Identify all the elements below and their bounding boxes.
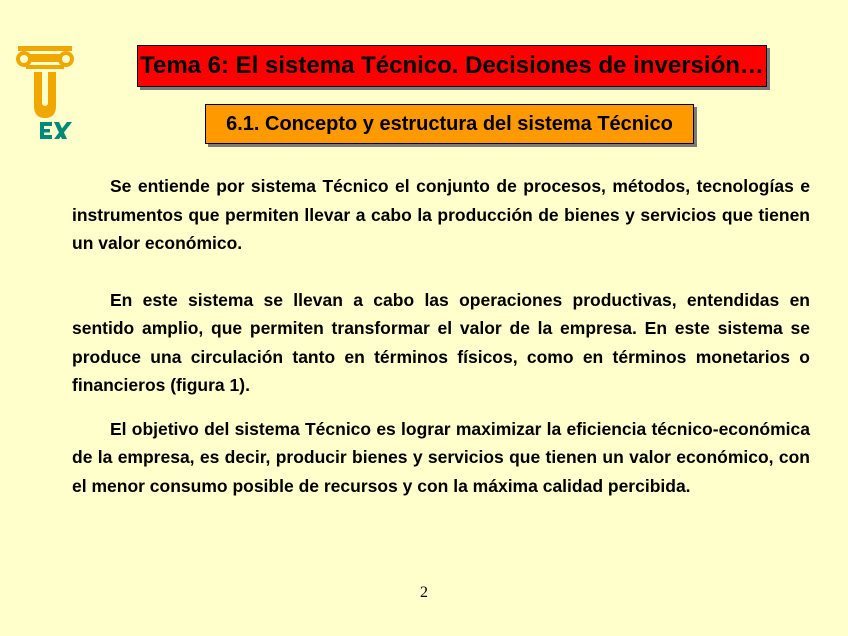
section-subtitle-text: 6.1. Concepto y estructura del sistema Técnico	[226, 112, 673, 135]
paragraph-2: En este sistema se llevan a cabo las operaciones productivas, entendidas en sentido amplio, que permiten transformar el valor de la empresa. En este sistema se produce una circulación tanto en términos físicos, como en términos monetarios o financieros (figura 1).	[72, 289, 810, 395]
uex-logo-icon	[14, 44, 76, 140]
slide-title-text: Tema 6: El sistema Técnico. Decisiones de inversión…	[140, 52, 764, 79]
paragraph-3: El objetivo del sistema Técnico es lograr maximizar la eficiencia técnico-económica de la empresa, es decir, producir bienes y servicios que tienen un valor económico, con el menor consumo posible de recursos y con la máxima calidad percibida.	[72, 418, 810, 496]
section-subtitle	[205, 104, 694, 144]
body-text	[72, 172, 810, 500]
slide-title	[137, 45, 767, 87]
page-number: 2	[420, 584, 428, 601]
paragraph-1: Se entiende por sistema Técnico el conjunto de procesos, métodos, tecnologías e instrumentos que permiten llevar a cabo la producción de bienes y servicios que tienen un valor económico.	[72, 176, 810, 253]
